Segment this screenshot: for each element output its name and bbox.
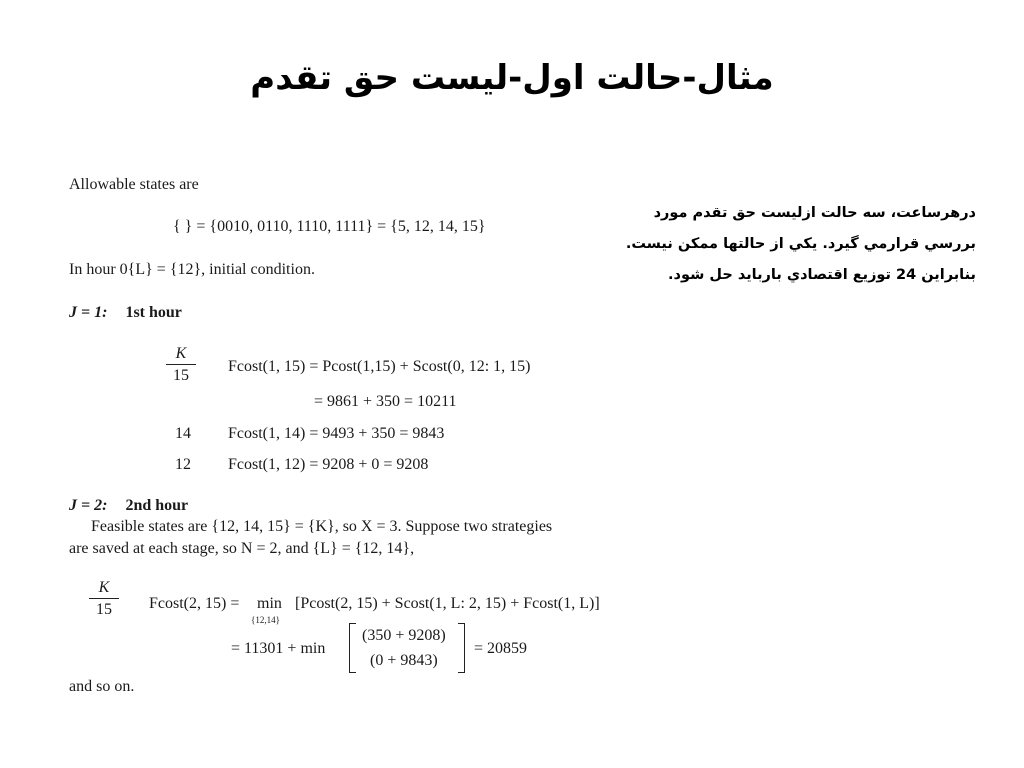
right-bracket (458, 623, 465, 673)
j2-heading (69, 497, 188, 515)
row14-k: 14 (175, 425, 191, 442)
j1-heading (69, 304, 182, 322)
matrix-bottom: (0 + 9843) (370, 652, 438, 669)
min-word: min (257, 595, 282, 612)
f215-right: [Pcost(2, 15) + Scost(1, L: 2, 15) + Fcost(1, L)] (295, 595, 600, 612)
note-line-3: بنابراین 24 توزیع اقتصادي باربايد حل شود. (668, 267, 976, 283)
row12-equation: Fcost(1, 12) = 9208 + 0 = 9208 (228, 456, 429, 473)
equation2-left: = 11301 + min (231, 640, 326, 657)
fraction-numerator: K (166, 345, 196, 365)
row12-k: 12 (175, 456, 191, 473)
feasible-line-1: Feasible states are {12, 14, 15} = {K}, so X = 3. Suppose two strategies (91, 518, 553, 535)
hour-zero-text: In hour 0{L} = {12}, initial condition. (69, 261, 315, 278)
allowable-states-text: Allowable states are (69, 176, 199, 193)
f15-line-1: Fcost(1, 15) = Pcost(1,15) + Scost(0, 12: 1, 15) (228, 358, 531, 375)
left-bracket (349, 623, 356, 673)
note-line-1: درهرساعت، سه حالت ازلیست حق تقدم مورد (653, 205, 976, 221)
f15-line-2: = 9861 + 350 = 10211 (314, 393, 457, 410)
fraction-denominator: 15 (173, 367, 189, 384)
fraction-denominator: 15 (96, 601, 112, 618)
and-so-on-text: and so on. (69, 678, 135, 695)
min-subscript: {12,14} (251, 615, 280, 625)
f215-left: Fcost(2, 15) = (149, 595, 240, 612)
row14-equation: Fcost(1, 14) = 9493 + 350 = 9843 (228, 425, 445, 442)
feasible-line-2: are saved at each stage, so N = 2, and {L} = {12, 14}, (69, 540, 415, 557)
j1-hour: 1st hour (125, 304, 182, 321)
fraction-k-15-second (89, 579, 119, 619)
fraction-numerator: K (89, 579, 119, 599)
note-line-2: بررسي قرارمي گيرد. يكي از حالتها ممكن نيست. (625, 236, 976, 252)
matrix-top: (350 + 9208) (362, 627, 446, 644)
j2-label: J = 2: (69, 497, 108, 514)
states-equation: { } = {0010, 0110, 1110, 1111} = {5, 12, 14, 15} (173, 218, 486, 235)
slide-title: مثال-حالت اول-لیست حق تقدم (250, 58, 774, 98)
fraction-k-15 (166, 345, 196, 385)
equation2-right: = 20859 (474, 640, 528, 657)
j2-hour: 2nd hour (125, 497, 189, 514)
j1-label: J = 1: (69, 304, 108, 321)
